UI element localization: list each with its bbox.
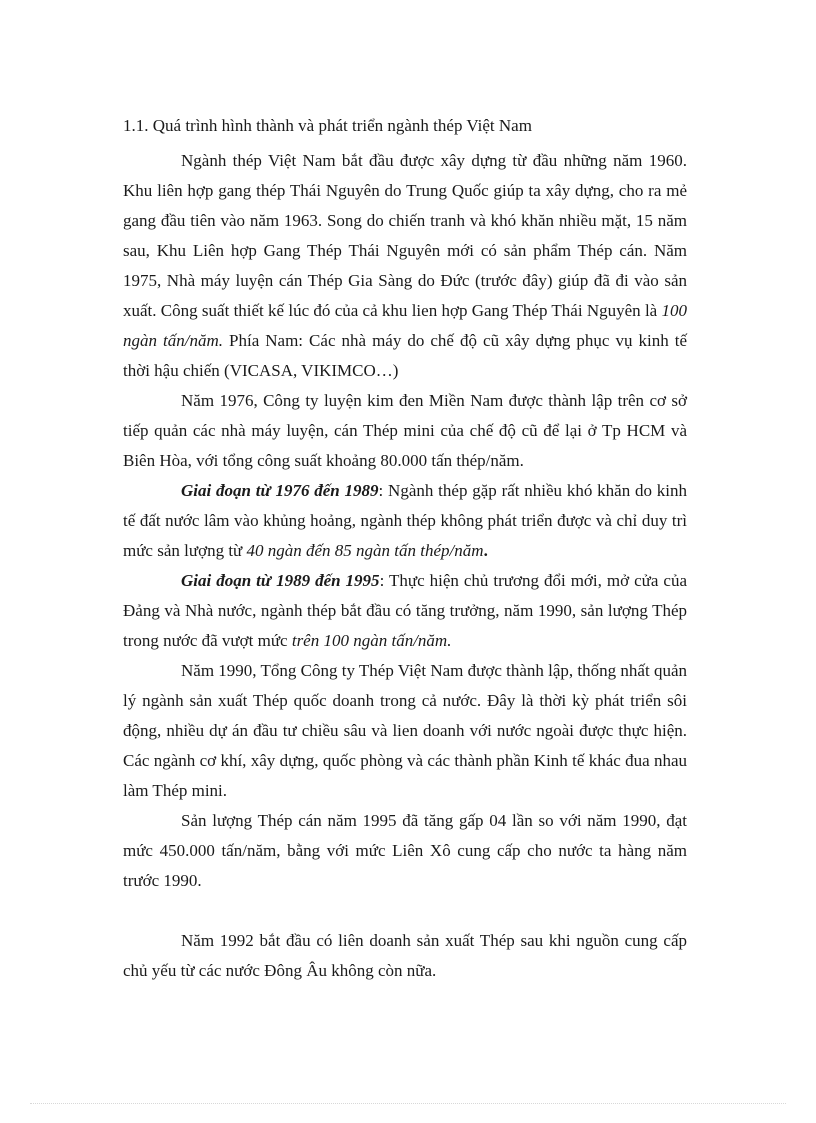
paragraph-1-text-b: Phía Nam: Các nhà máy do chế độ cũ xây dựng phục vụ kinh tế thời hậu chiến (VICASA, VIKIMCO…) — [123, 331, 687, 380]
paragraph-1-italic: 100 ngàn tấn/năm. — [123, 301, 687, 350]
paragraph-3 — [123, 476, 687, 566]
paragraph-5: Năm 1990, Tổng Công ty Thép Việt Nam được thành lập, thống nhất quản lý ngành sản xuất Thép quốc doanh trong cả nước. Đây là thời kỳ phát triển sôi động, nhiều dự án đầu tư chiều sâu và lien doanh với nước ngoài được thực hiện. Các ngành cơ khí, xây dựng, quốc phòng và các thành phần Kinh tế khác đua nhau làm Thép mini. — [123, 661, 687, 800]
paragraph-4-italic: trên 100 ngàn tấn/năm. — [291, 631, 452, 650]
paragraph-1-text-a: Ngành thép Việt Nam bắt đầu được xây dựng từ đầu những năm 1960. Khu liên hợp gang thép Thái Nguyên do Trung Quốc giúp ta xây dựng, cho ra mẻ gang đầu tiên vào năm 1963. Song do chiến tranh và khó khăn nhiều mặt, 15 năm sau, Khu Liên hợp Gang Thép Thái Nguyên mới có sản phẩm Thép cán. Năm 1975, Nhà máy luyện cán Thép Gia Sàng do Đức (trước đây) giúp đã đi vào sản xuất. Công suất thiết kế lúc đó của cả khu lien hợp Gang Thép Thái Nguyên là — [123, 151, 687, 320]
page-bottom-divider — [30, 1103, 786, 1104]
paragraph-4 — [123, 566, 687, 656]
paragraph-7: Năm 1992 bắt đầu có liên doanh sản xuất Thép sau khi nguồn cung cấp chủ yếu từ các nước Đông Âu không còn nữa. — [123, 931, 687, 980]
paragraph-4-lead: Giai đoạn từ 1989 đến 1995 — [181, 571, 380, 590]
paragraph-4-text: : Thực hiện chủ trương đổi mới, mở cửa của Đảng và Nhà nước, ngành thép bắt đầu có tăng trưởng, năm 1990, sản lượng Thép trong nước đã vượt mức — [123, 571, 687, 650]
paragraph-6: Sản lượng Thép cán năm 1995 đã tăng gấp 04 lần so với năm 1990, đạt mức 450.000 tấn/năm, bằng với mức Liên Xô cung cấp cho nước ta hàng năm trước 1990. — [123, 811, 687, 890]
paragraph-1 — [123, 146, 687, 386]
document-body — [123, 146, 687, 986]
paragraph-3-end: . — [483, 541, 488, 560]
paragraph-3-italic: 40 ngàn đến 85 ngàn tấn thép/năm — [246, 541, 484, 560]
section-heading: 1.1. Quá trình hình thành và phát triển ngành thép Việt Nam — [123, 116, 532, 135]
paragraph-2: Năm 1976, Công ty luyện kim đen Miền Nam được thành lập trên cơ sở tiếp quản các nhà máy luyện, cán Thép mini của chế độ cũ để lại ở Tp HCM và Biên Hòa, với tổng công suất khoảng 80.000 tấn thép/năm. — [123, 391, 687, 470]
paragraph-3-text: : Ngành thép gặp rất nhiều khó khăn do kinh tế đất nước lâm vào khủng hoảng, ngành thép không phát triển được và chỉ duy trì mức sản lượng từ — [123, 481, 687, 560]
paragraph-3-lead: Giai đoạn từ 1976 đến 1989 — [181, 481, 379, 500]
